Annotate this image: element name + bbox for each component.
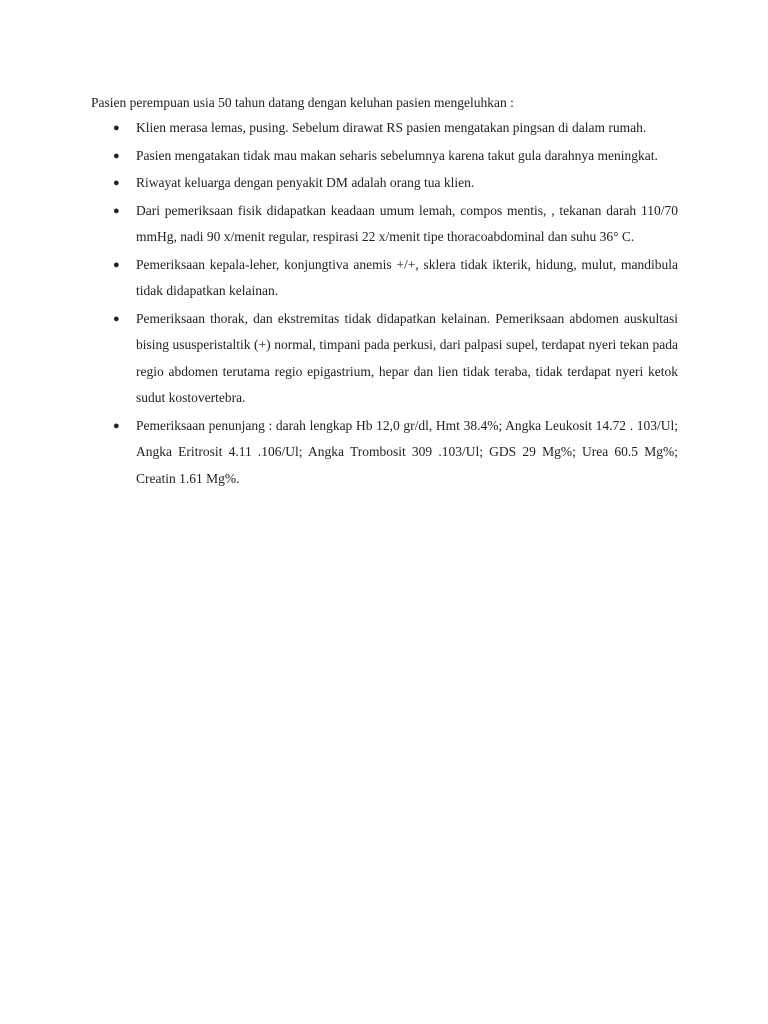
bullet-icon: ●	[113, 122, 120, 134]
document-body	[91, 94, 678, 493]
bullet-icon: ●	[113, 204, 120, 217]
list-item	[91, 198, 678, 251]
list-item-text: Pasien mengatakan tidak mau makan seharis sebelumnya karena takut gula darahnya meningkat.	[136, 147, 658, 163]
bullet-icon: ●	[113, 177, 120, 189]
list-item-text: Pemeriksaan kepala-leher, konjungtiva anemis +/+, sklera tidak ikterik, hidung, mulut, mandibula tidak didapatkan kelainan.	[136, 256, 678, 298]
list-item	[91, 306, 678, 412]
list-item	[91, 413, 678, 493]
bullet-icon: ●	[113, 312, 120, 325]
bullet-icon: ●	[113, 258, 120, 271]
findings-list	[91, 115, 678, 492]
list-item-text: Riwayat keluarga dengan penyakit DM adalah orang tua klien.	[136, 175, 475, 190]
list-item	[91, 170, 678, 197]
bullet-icon: ●	[113, 419, 120, 432]
list-item-text: Pemeriksaan penunjang : darah lengkap Hb 12,0 gr/dl, Hmt 38.4%; Angka Leukosit 14.72 . 103/Ul; Angka Eritrosit 4.11 .106/Ul; Angka Trombosit 309 .103/Ul; GDS 29 Mg%; Urea 60.5 Mg%; Creatin 1.61 Mg%.	[136, 417, 678, 486]
list-item-text: Klien merasa lemas, pusing. Sebelum dirawat RS pasien mengatakan pingsan di dalam rumah.	[136, 120, 647, 135]
list-item-text: Dari pemeriksaan fisik didapatkan keadaan umum lemah, compos mentis, , tekanan darah 110/70 mmHg, nadi 90 x/menit regular, respirasi 22 x/menit tipe thoracoabdominal dan suhu 36° C.	[136, 202, 678, 244]
list-item-text: Pemeriksaan thorak, dan ekstremitas tidak didapatkan kelainan. Pemeriksaan abdomen auskultasi bising ususperistaltik (+) normal, timpani pada perkusi, dari palpasi supel, terdapat nyeri tekan pada regio abdomen terutama regio epigastrium, hepar dan lien tidak teraba, tidak terdapat nyeri ketok sudut kostovertebra.	[136, 310, 678, 405]
list-item	[91, 143, 678, 170]
list-item	[91, 252, 678, 305]
list-item	[91, 115, 678, 142]
bullet-icon: ●	[113, 149, 120, 162]
intro-paragraph: Pasien perempuan usia 50 tahun datang dengan keluhan pasien mengeluhkan :	[91, 95, 514, 110]
